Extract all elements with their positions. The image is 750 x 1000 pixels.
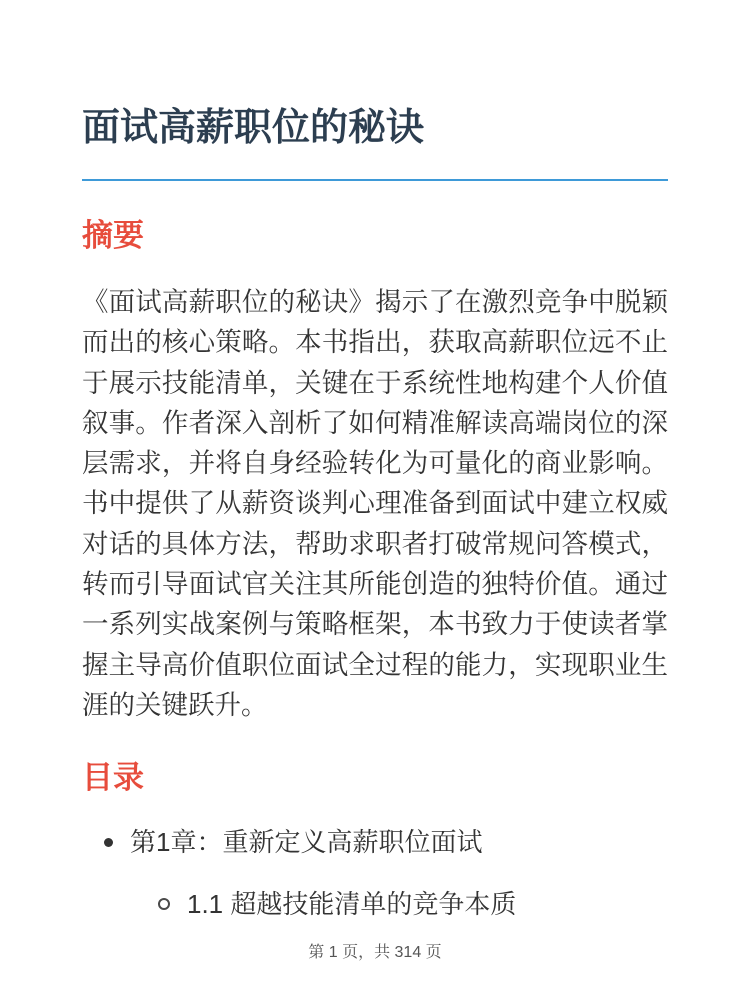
title-divider (82, 179, 668, 181)
bullet-circle-icon (158, 898, 170, 910)
page-title: 面试高薪职位的秘诀 (82, 107, 425, 149)
toc-item-chapter-1 (82, 824, 668, 860)
toc-heading: 目录 (82, 760, 144, 796)
toc-section (82, 759, 668, 923)
abstract-section (82, 217, 668, 759)
abstract-paragraph: 《面试高薪职位的秘诀》揭示了在激烈竞争中脱颖而出的核心策略。本书指出，获取高薪职位远不止于展示技能清单，关键在于系统性地构建个人价值叙事。作者深入剖析了如何精准解读高端岗位的深层需求，并将自身经验转化为可量化的商业影响。书中提供了从薪资谈判心理准备到面试中建立权威对话的具体方法，帮助求职者打破常规问答模式，转而引导面试官关注其所能创造的独特价值。通过一系列实战案例与策略框架，本书致力于使读者掌握主导高价值职位面试全过程的能力，实现职业生涯的关键跃升。 (82, 287, 668, 720)
toc-item-label: 第1章：重新定义高薪职位面试 (130, 826, 483, 857)
page-indicator: 第 1 页，共 314 页 (308, 944, 442, 961)
toc-item-label: 1.1 超越技能清单的竞争本质 (187, 889, 517, 920)
page-footer (82, 939, 668, 962)
bullet-disc-icon (104, 838, 113, 847)
toc-list (82, 824, 668, 923)
toc-item-section-1-1 (82, 886, 668, 922)
abstract-heading: 摘要 (82, 218, 144, 254)
document-header (82, 104, 668, 217)
